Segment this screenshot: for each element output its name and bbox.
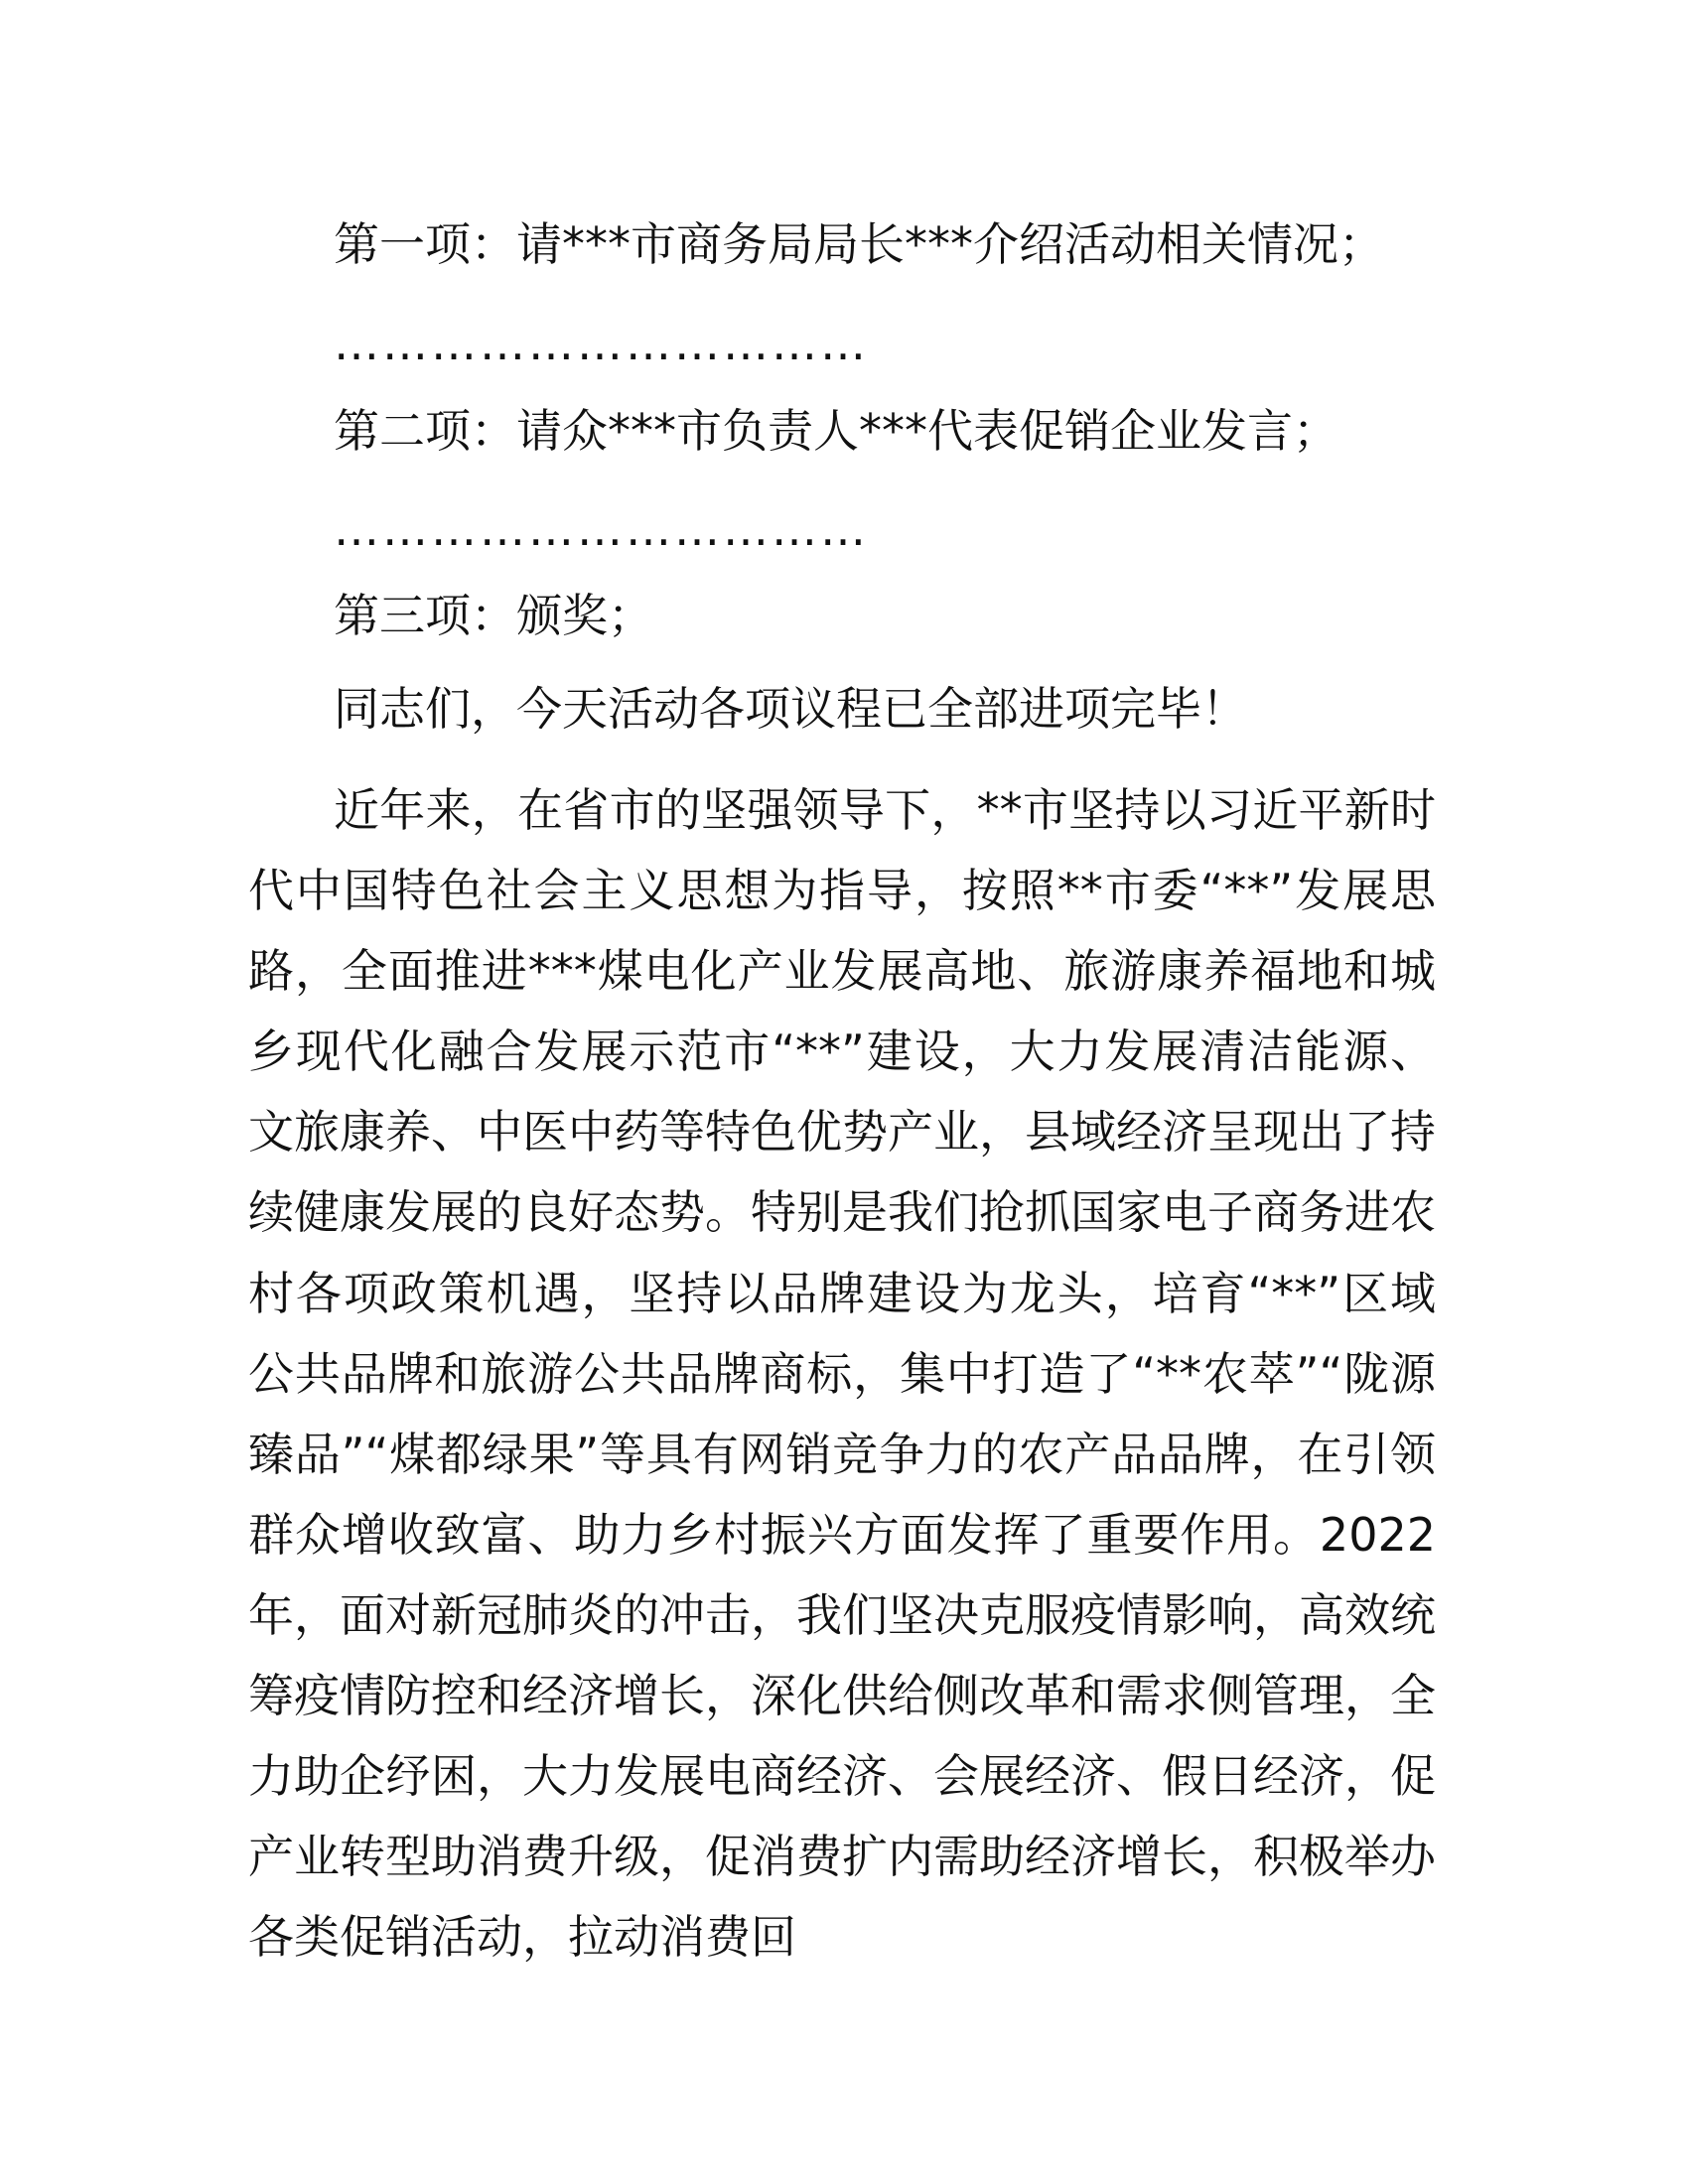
agenda-item-3: 第三项：颁奖； — [334, 589, 653, 642]
closing-statement: 同志们，今天活动各项议程已全部进项完毕！ — [334, 682, 1247, 736]
body-paragraph: 近年来，在省市的坚强领导下，**市坚持以习近平新时代中国特色社会主义思想为指导，按照**市委“**”发展思路，全面推进***煤电化产业发展高地、旅游康养福地和城乡现代化融合发展示范市“**”建设，大力发展清洁能源、文旅康养、中医中药等特色优势产业，县域经济呈现出了持续健康发展的良好态势。特别是我们抢抓国家电子商务进农村各项政策机遇，坚持以品牌建设为龙头，培育“**”区域公共品牌和旅游公共品牌商标，集中打造了“**农萃”“陇源臻品”“煤都绿果”等具有网销竞争力的农产品品牌，在引领群众增收致富、助力乡村振兴方面发挥了重要作用。2022 年，面对新冠肺炎的冲击，我们坚决克服疫情影响，高效统筹疫情防控和经济增长，深化供给侧改革和需求侧管理，全力助企纾困，大力发展电商经济、会展经济、假日经济，促产业转型助消费升级，促消费扩内需助经济增长，积极举办各类促销活动，拉动消费回 — [248, 783, 1436, 1965]
agenda-item-2: 第二项：请众***市负责人***代表促销企业发言； — [334, 404, 1338, 458]
agenda-item-1: 第一项：请***市商务局局长***介绍活动相关情况； — [334, 217, 1384, 271]
agenda-separator-1: …………………………… — [334, 317, 869, 370]
agenda-separator-2: …………………………… — [334, 502, 869, 556]
